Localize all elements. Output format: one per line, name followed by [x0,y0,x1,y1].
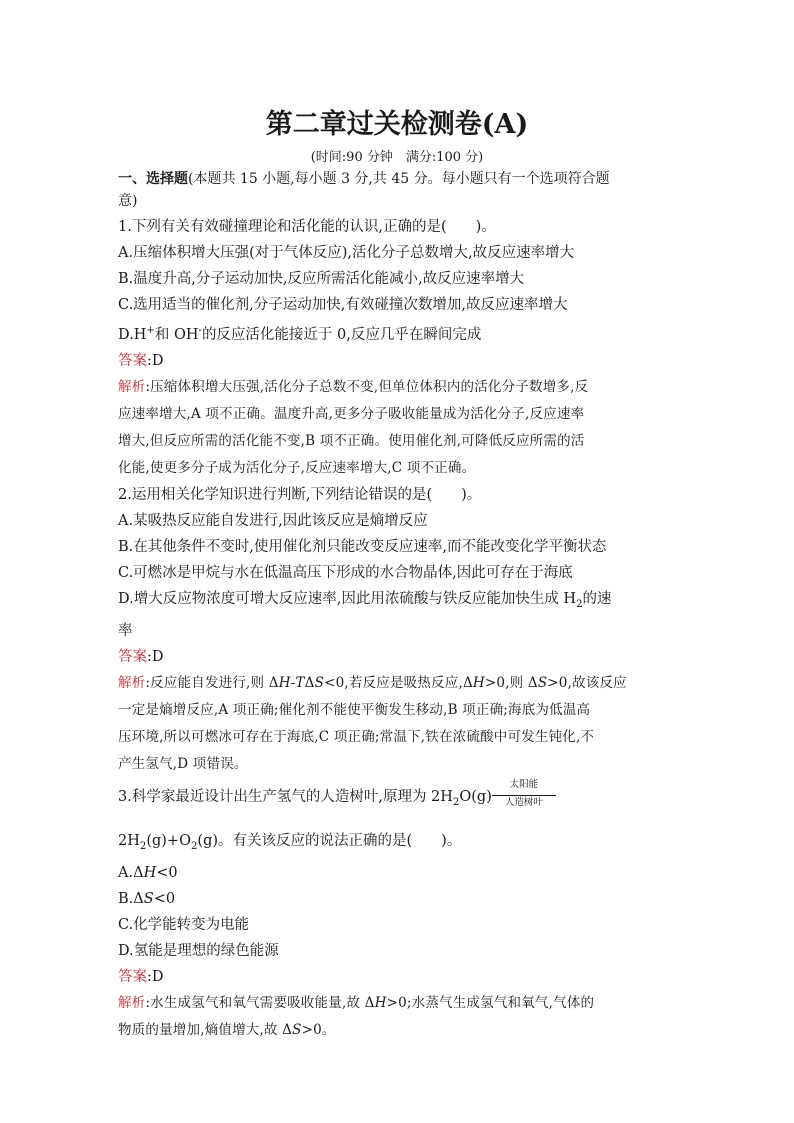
q2-option-c: C.可燃冰是甲烷与水在低温高压下形成的水合物晶体,因此可存在于海底 [118,564,573,581]
q3-analysis: 解析:水生成氢气和氧气需要吸收能量,故 ΔH>0;水蒸气生成氢气和氧气,气体的 物质的量增加,熵值增大,故 ΔS>0。 [118,994,595,1038]
q2-answer: 答案:D [118,648,164,665]
q3-option-c: C.化学能转变为电能 [118,916,250,933]
q3-option-a: A.ΔH<0 [118,864,178,881]
section-heading: 一、选择题 [118,171,188,187]
analysis-label: 解析 [118,994,146,1011]
q3-stem: 3.科学家最近设计出生产氢气的人造树叶,原理为 $2H_2O(g)$ 太阳能 人造树叶 [118,784,678,816]
q1-option-a: A.压缩体积增大压强(对于气体反应),活化分子总数增大,故反应速率增大 [118,245,575,261]
q1-stem: 1.下列有关有效碰撞理论和活化能的认识,正确的是( )。 [118,219,496,235]
q3-option-d: D.氢能是理想的绿色能源 [118,942,279,959]
condition-top: 太阳能 [509,778,539,790]
q3-stem-cont: $2H_2(g)+O_2(g)$。有关该反应的说法正确的是( )。 [118,832,462,852]
reaction-arrow-bar [492,795,556,796]
section-heading-line [118,166,678,192]
q3-answer: 答案:D [118,968,164,985]
page-subtitle: (时间:90 分钟 满分:100 分) [310,150,484,165]
reaction-condition [492,778,556,808]
q2-option-a: A.某吸热反应能自发进行,因此该反应是熵增反应 [118,512,428,529]
q1-option-d: D.H+和 OH-的反应活化能接近于 0,反应几乎在瞬间完成 [118,325,482,343]
answer-label: 答案 [118,968,147,985]
analysis-label: 解析 [118,674,146,691]
q1-option-b: B.温度升高,分子运动加快,反应所需活化能减小,故反应速率增大 [118,271,525,287]
q2-option-d-cont: 率 [118,622,133,639]
analysis-label: 解析 [118,378,146,395]
q1-analysis: 解析:压缩体积增大压强,活化分子总数不变,但单位体积内的活化分子数增多,反 应速率增大,A 项不正确。温度升高,更多分子吸收能量成为活化分子,反应速率 增大,但反应所需的活化能不变,B 项不正确。使用催化剂,可降低反应所需的活 化能,使更多分子成为活化分子,反应速率增大,C 项不正确。 [118,378,589,476]
answer-label: 答案 [118,648,147,665]
q1-option-c: C.选用适当的催化剂,分子运动加快,有效碰撞次数增加,故反应速率增大 [118,297,568,313]
q2-option-b: B.在其他条件不变时,使用催化剂只能改变反应速率,而不能改变化学平衡状态 [118,538,607,555]
q1-answer: 答案:D [118,352,164,369]
page-title: 第二章过关检测卷(A) [265,109,529,140]
q2-analysis: 解析:反应能自发进行,则 ΔH-TΔS<0,若反应是吸热反应,ΔH>0,则 ΔS>0,故该反应 一定是熵增反应,A 项正确;催化剂不能使平衡发生移动,B 项正确;海底为低温高 压环境,所以可燃冰可存在于海底,C 项正确;常温下,铁在浓硫酸中可发生钝化,不 产生氢气,D 项错误。 [118,674,627,772]
q2-option-d: D.增大反应物浓度可增大反应速率,因此用浓硫酸与铁反应能加快生成 $H_2$的速 [118,590,612,610]
section-description-cont: 意) [118,193,138,209]
content [118,166,678,1044]
q2-stem: 2.运用相关化学知识进行判断,下列结论错误的是( )。 [118,486,482,503]
q3-option-b: B.ΔS<0 [118,890,176,907]
answer-label: 答案 [118,352,147,369]
section-description: (本题共 15 小题,每小题 3 分,共 45 分。每小题只有一个选项符合题 [188,171,610,187]
condition-bottom: 人造树叶 [504,796,543,808]
